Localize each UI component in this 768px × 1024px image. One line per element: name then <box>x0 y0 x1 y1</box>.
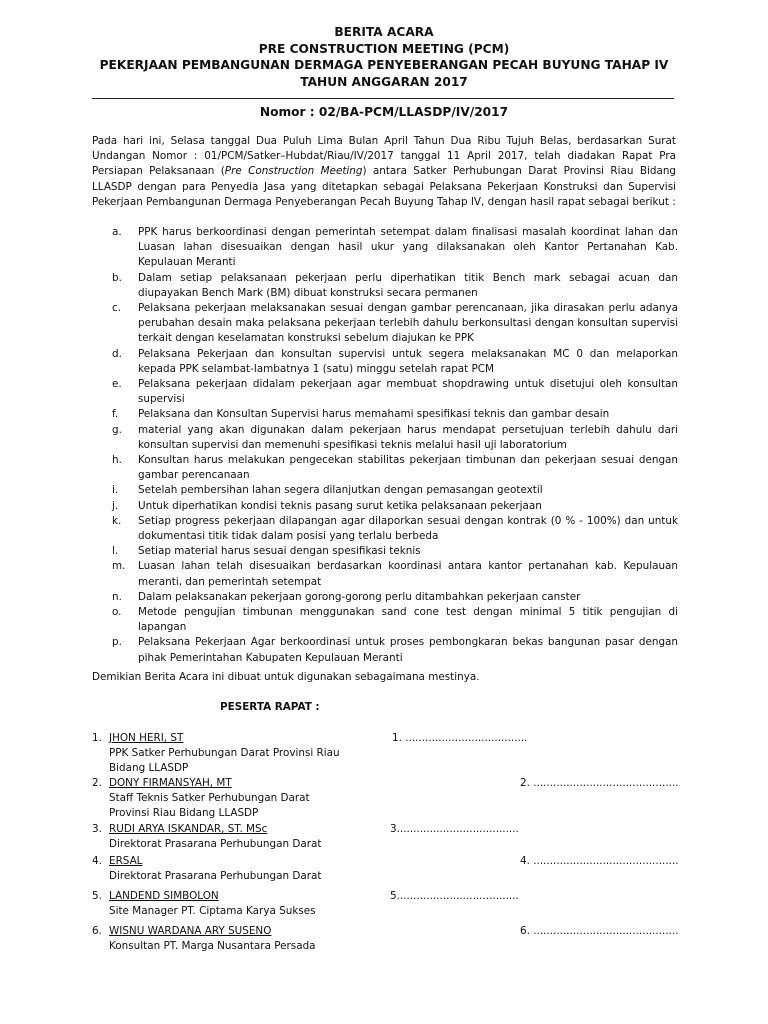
list-item <box>112 499 678 514</box>
list-item-label: l. <box>112 545 119 558</box>
participant-name: RUDI ARYA ISKANDAR, ST. MSc <box>109 823 268 835</box>
list-item-text: Metode pengujian timbunan menggunakan sand cone test dengan minimal 5 titik pengujian di lapangan <box>138 606 678 634</box>
list-item-text: Dalam setiap pelaksanaan pekerjaan perlu diperhatikan titik Bench mark sebagai acuan dan diupayakan Bench Mark (BM) dibuat konstruksi secara permanen <box>138 271 678 299</box>
list-item-label: b. <box>112 271 122 284</box>
list-item <box>112 483 678 498</box>
participant-role: Direktorat Prasarana Perhubungan Darat <box>109 870 322 882</box>
list-item-text: Setiap material harus sesuai dengan spesifikasi teknis <box>138 545 421 558</box>
list-item <box>112 590 678 605</box>
list-item <box>112 225 678 271</box>
participant-number: 4. <box>92 855 102 867</box>
participant-name: LANDEND SIMBOLON <box>109 890 219 902</box>
list-item-label: e. <box>112 378 122 391</box>
list-item <box>112 407 678 422</box>
participant-role: Konsultan PT. Marga Nusantara Persada <box>109 940 316 952</box>
list-item-label: f. <box>112 408 119 421</box>
participant-number: 3. <box>92 823 102 835</box>
list-item-label: a. <box>112 226 122 238</box>
list-item-label: p. <box>112 636 122 649</box>
participant-name: JHON HERI, ST <box>109 732 184 744</box>
list-item <box>112 514 678 544</box>
intro-text-italic: Pre Construction Meeting <box>224 165 363 178</box>
list-item-text: Untuk diperhatikan kondisi teknis pasang surut ketika pelaksanaan pekerjaan <box>138 499 542 512</box>
meeting-results-list <box>112 225 678 666</box>
title-divider <box>92 98 674 99</box>
document-number: Nomor : 02/BA-PCM/LLASDP/IV/2017 <box>259 105 509 119</box>
title-pcm: PRE CONSTRUCTION MEETING (PCM) <box>258 41 510 56</box>
participants-heading: PESERTA RAPAT : <box>220 701 320 713</box>
list-item-text: Pelaksana Pekerjaan Agar berkoordinasi untuk proses pembongkaran bekas bangunan pasar dengan pihak Pemerintahan Kabupaten Kepulauan Meranti <box>138 636 678 664</box>
list-item-label: d. <box>112 347 122 360</box>
list-item-text: Setiap progress pekerjaan dilapangan agar dilaporkan sesuai dengan kontrak (0 % - 100%) dan untuk dokumentasi titik tidak dalam posisi yang terlalu berbeda <box>138 514 678 543</box>
list-item-text: Konsultan harus melakukan pengecekan stabilitas pekerjaan timbunan dan pekerjaan sesuai dengan gambar perencanaan <box>138 454 678 482</box>
list-item-text: Dalam pelaksanakan pekerjaan gorong-gorong perlu ditambahkan pekerjaan canster <box>138 590 581 603</box>
participant-number: 2. <box>92 777 102 789</box>
list-item-text: Pelaksana Pekerjaan dan konsultan supervisi untuk segera melaksanakan MC 0 dan melaporkan kepada PPK selambat-lambatnya 1 (satu) minggu setelah rapat PCM <box>138 347 678 375</box>
list-item <box>112 301 678 347</box>
list-item-label: i. <box>112 484 119 497</box>
list-item-label: n. <box>112 590 122 603</box>
list-item-text: Pelaksana pekerjaan didalam pekerjaan agar membuat shopdrawing untuk disetujui oleh konsultan supervisi <box>138 378 678 406</box>
list-item-text: PPK harus berkoordinasi dengan pemerintah setempat dalam finalisasi masalah koordinat lahan dan Luasan lahan disesuaikan dengan hasil ukur yang dilaksanakan oleh Kantor Pertanahan Kab. Kepulauan Meranti <box>138 226 678 269</box>
signature-line: 1. ..................................... <box>392 732 528 744</box>
list-item <box>112 423 678 453</box>
participant-name: ERSAL <box>109 855 143 867</box>
title-fiscal-year: TAHUN ANGGARAN 2017 <box>300 74 468 89</box>
list-item <box>112 377 678 407</box>
list-item-text: Luasan lahan telah disesuaikan berdasarkan koordinasi antara kantor pertanahan kab. Kepulauan meranti, dan pemerintah setempat <box>138 560 678 588</box>
intro-text-start: Pada hari ini, Selasa tanggal Dua Puluh Lima Bulan April Tahun Dua Ribu Tujuh Belas, berdasarkan Surat Undangan Nomor : 01/PCM/Satker–Hubdat/Riau/IV/2017 tanggal 11 April 2017, telah diadakan Rapat Pra Persiapan Pelaksanaan ( <box>92 135 676 178</box>
list-item-label: g. <box>112 423 122 436</box>
participant-role: Site Manager PT. Ciptama Karya Sukses <box>109 905 316 917</box>
intro-paragraph <box>92 134 676 210</box>
intro-text-end: ) antara Satker Perhubungan Darat Provinsi Riau Bidang LLASDP dengan para Penyedia Jasa yang ditetapkan sebagai Pelaksana Pekerjaan Konstruksi dan Supervisi Pekerjaan Pembangunan Dermaga Penyeberangan Pecah Buyung Tahap IV, dengan hasil rapat sebagai berikut : <box>92 165 677 208</box>
list-item-label: j. <box>112 499 119 512</box>
list-item <box>112 347 678 377</box>
participant-role: PPK Satker Perhubungan Darat Provinsi Riau Bidang LLASDP <box>109 747 340 774</box>
list-item-text: material yang akan digunakan dalam pekerjaan harus mendapat persetujuan terlebih dahulu dari konsultan supervisi dan memenuhi spesifikasi teknis melalui hasil uji laboratorium <box>138 423 678 451</box>
list-item-text: Setelah pembersihan lahan segera dilanjutkan dengan pemasangan geotextil <box>138 484 543 497</box>
title-project: PEKERJAAN PEMBANGUNAN DERMAGA PENYEBERANGAN PECAH BUYUNG TAHAP IV <box>99 58 669 72</box>
participant-name: DONY FIRMANSYAH, MT <box>109 777 232 789</box>
list-item-label: k. <box>112 514 122 527</box>
list-item-label: m. <box>112 560 126 573</box>
list-item-text: Pelaksana pekerjaan melaksanakan sesuai dengan gambar perencanaan, jika dirasakan perlu adanya perubahan desain maka pelaksana pekerjaan terlebih dahulu berkonsultasi dengan konsultan supervisi terkait dengan keselamatan konstruksi sebelum diajukan ke PPK <box>138 302 678 345</box>
list-item <box>112 635 678 665</box>
participant-number: 5. <box>92 890 102 902</box>
participant-number: 1. <box>92 732 102 744</box>
list-item-label: h. <box>112 454 122 467</box>
title-berita-acara: BERITA ACARA <box>334 25 434 39</box>
participant-role: Direktorat Prasarana Perhubungan Darat <box>109 838 322 850</box>
signature-line: 5..................................... <box>390 890 519 902</box>
signature-line: 6. ............................................ <box>520 925 679 937</box>
list-item-label: o. <box>112 606 122 619</box>
document-title-block <box>0 24 768 90</box>
participant-number: 6. <box>92 925 102 937</box>
closing-statement: Demikian Berita Acara ini dibuat untuk digunakan sebagaimana mestinya. <box>92 671 480 683</box>
list-item-text: Pelaksana dan Konsultan Supervisi harus memahami spesifikasi teknis dan gambar desain <box>138 408 610 421</box>
list-item-label: c. <box>112 302 122 315</box>
signature-line: 2. ............................................ <box>520 777 679 789</box>
list-item <box>112 559 678 589</box>
signature-line: 4. ............................................ <box>520 855 679 867</box>
list-item <box>112 453 678 483</box>
list-item <box>112 605 678 635</box>
signature-line: 3..................................... <box>390 823 519 835</box>
participant-name: WISNU WARDANA ARY SUSENO <box>109 925 272 937</box>
list-item <box>112 271 678 301</box>
participant-role: Staff Teknis Satker Perhubungan Darat Provinsi Riau Bidang LLASDP <box>109 792 310 819</box>
list-item <box>112 544 678 559</box>
